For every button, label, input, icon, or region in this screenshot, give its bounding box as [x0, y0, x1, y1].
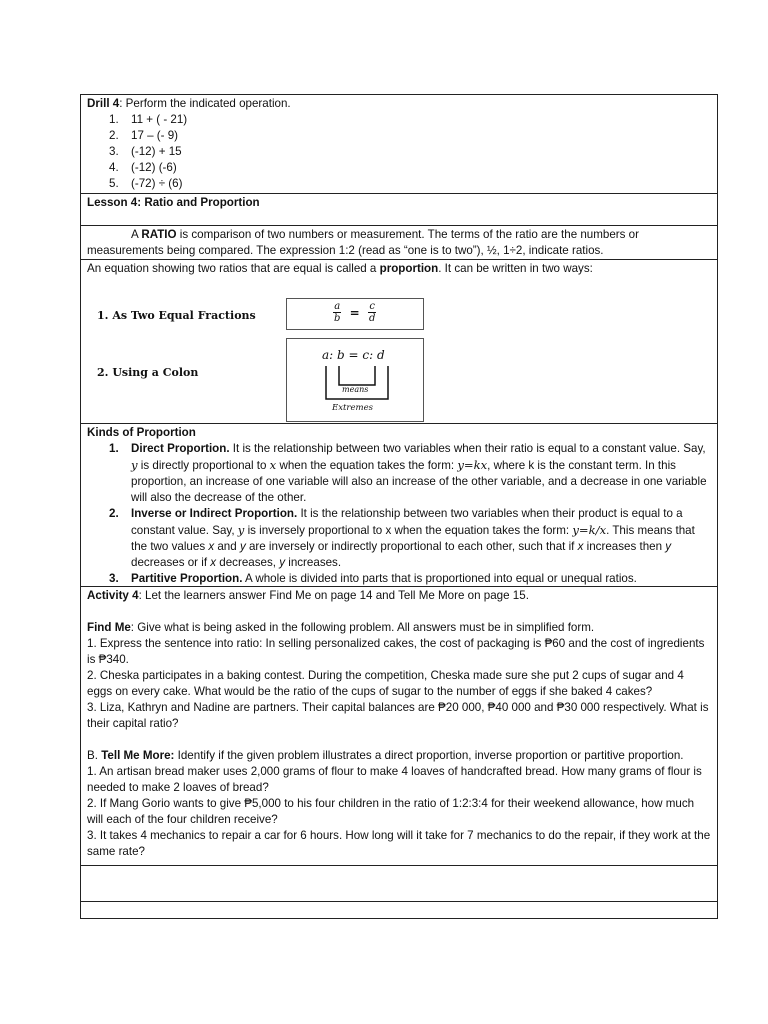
empty-row — [81, 902, 717, 919]
item-number: 5. — [109, 177, 119, 190]
math-variable: y — [239, 540, 246, 553]
proportion-pre: An equation showing two ratios that are equal is called a — [87, 262, 380, 275]
way2-label: 2. Using a Colon — [97, 366, 199, 379]
math-variable: x — [577, 540, 584, 553]
findme-heading — [87, 620, 711, 636]
means-label: means — [342, 385, 369, 394]
item-number: 1. — [109, 113, 119, 126]
tellme-heading — [87, 748, 711, 764]
kind-text: increases. — [285, 556, 342, 569]
fraction-denominator: d — [368, 313, 376, 324]
fraction-denominator: b — [334, 313, 341, 324]
kinds-section — [81, 424, 717, 587]
item-text: (-12) + 15 — [131, 145, 182, 158]
item-number: 3. — [109, 145, 119, 158]
item-text: (-12) (-6) — [131, 161, 177, 174]
math-variable: y — [131, 458, 138, 472]
activity-section — [81, 587, 717, 866]
math-variable: x — [210, 556, 217, 569]
spacer — [87, 732, 711, 748]
list-item — [87, 144, 711, 160]
item-number: 3. — [109, 572, 119, 585]
ratio-section — [81, 226, 717, 260]
extremes-label: Extremes — [332, 403, 373, 413]
math-variable: x — [269, 458, 277, 472]
item-number: 1. — [109, 442, 119, 455]
findme-instruction: : Give what is being asked in the following problem. All answers must be in simplified form. — [130, 621, 595, 634]
findme-title: Find Me — [87, 621, 131, 634]
math-variable: y — [279, 556, 286, 569]
kind-term: Direct Proportion. — [131, 442, 230, 455]
drill-heading — [87, 96, 711, 112]
kind-text: increases then — [583, 540, 666, 553]
proportion-section — [81, 260, 717, 424]
proportion-paragraph — [87, 261, 711, 277]
item-text: 17 – (- 9) — [131, 129, 179, 142]
kind-text: It is the relationship between two variables when their ratio is equal to a constant value. Say, — [229, 442, 706, 455]
empty-row — [81, 866, 717, 902]
kind-term: Inverse or Indirect Proportion. — [131, 507, 298, 520]
proportion-post: . It can be written in two ways: — [438, 262, 593, 275]
list-item — [87, 441, 711, 506]
list-item: 3. Liza, Kathryn and Nadine are partners. Their capital balances are ₱20 000, ₱40 000 and ₱30 000 respectively. What is their capital ratio? — [87, 701, 709, 730]
kind-text: are inversely or indirectly proportional to each other, such that if — [245, 540, 578, 553]
math-variable: y — [665, 540, 672, 553]
list-item — [87, 571, 711, 587]
drill-instruction: : Perform the indicated operation. — [119, 97, 291, 110]
kind-text: decreases, — [216, 556, 280, 569]
kind-text: decreases or if — [131, 556, 211, 569]
way1-label: 1. As Two Equal Fractions — [97, 309, 256, 322]
fraction-a-over-b — [333, 301, 341, 324]
kind-text: , where k is the constant term. In this proportion, an increase of one variable will also an increase of the other variable, and a decrease in one variable will also the decrease of the other. — [131, 459, 707, 504]
kinds-list — [87, 441, 711, 587]
list-item — [87, 160, 711, 176]
tellme-instruction: Identify if the given problem illustrates a direct proportion, inverse proportion or partitive proportion. — [174, 749, 684, 762]
activity-title: Activity 4 — [87, 589, 139, 602]
tellme-title: Tell Me More: — [101, 749, 175, 762]
kind-text: It is the relationship between two variables when their product is equal to a constant value. Say, — [131, 507, 683, 537]
kind-text: when the equation takes the form: — [276, 459, 458, 472]
item-text: 11 + ( - 21) — [131, 113, 188, 126]
list-item: 1. An artisan bread maker uses 2,000 grams of flour to make 4 loaves of handcrafted bread. How many grams of flour is needed to make 2 loaves of bread? — [87, 765, 702, 794]
item-number: 4. — [109, 161, 119, 174]
fraction-numerator: c — [369, 301, 375, 312]
math-equation: y=kx — [457, 458, 488, 472]
colon-equation: a: b = c: d — [322, 348, 385, 362]
ratio-paragraph — [87, 227, 711, 259]
math-variable: y — [237, 523, 245, 537]
list-item — [87, 506, 711, 571]
kind-text: A whole is divided into parts that is proportioned into equal or unequal ratios. — [242, 572, 637, 585]
fraction-numerator: a — [334, 301, 341, 312]
ratio-text: is comparison of two numbers or measurement. The terms of the ratio are the numbers or measurements being compared. The expression 1:2 (read as “one is to two”), ½, 1÷2, indicate ratios. — [87, 228, 639, 257]
ratio-term: RATIO — [141, 228, 177, 241]
list-item: 2. Cheska participates in a baking contest. During the competition, Cheska made sure she put 2 cups of sugar and 4 eggs on every cake. What would be the ratio of the cups of sugar to the number of eggs if she baked 4 cakes? — [87, 669, 684, 698]
activity-heading — [87, 588, 711, 604]
item-number: 2. — [109, 507, 119, 520]
spacer — [87, 604, 711, 620]
list-item: 1. Express the sentence into ratio: In selling personalized cakes, the cost of packaging is ₱60 and the cost of ingredients is ₱340. — [87, 637, 705, 666]
drill-section — [81, 95, 717, 194]
proportion-term: proportion — [379, 262, 439, 275]
worksheet-table — [80, 94, 718, 919]
colon-equation-box — [286, 338, 424, 422]
list-item — [87, 176, 711, 192]
list-item: 2. If Mang Gorio wants to give ₱5,000 to his four children in the ratio of 1:2:3:4 for their weekend allowance, how much will each of the four children receive? — [87, 797, 695, 826]
tellme-prefix: B. — [87, 749, 102, 762]
lesson-title-row — [81, 194, 717, 226]
fraction-equation — [333, 301, 376, 324]
fraction-c-over-d — [368, 301, 376, 324]
kind-term: Partitive Proportion. — [131, 572, 243, 585]
kind-text: . This means that the two values — [131, 524, 695, 553]
equals-sign: = — [349, 305, 360, 320]
drill-title: Drill 4 — [87, 97, 120, 110]
kind-text: is inversely proportional to x when the equation takes the form: — [244, 524, 573, 537]
item-number: 2. — [109, 129, 119, 142]
math-variable: x — [208, 540, 215, 553]
list-item — [87, 128, 711, 144]
drill-list — [87, 112, 711, 192]
kind-text: and — [214, 540, 240, 553]
fraction-equation-box — [286, 298, 424, 330]
math-equation: y=k/x — [572, 523, 607, 537]
ratio-pre: A — [131, 228, 142, 241]
kinds-title: Kinds of Proportion — [87, 426, 196, 439]
item-text: (-72) ÷ (6) — [131, 177, 183, 190]
activity-instruction: : Let the learners answer Find Me on page 14 and Tell Me More on page 15. — [138, 589, 529, 602]
lesson-title: Lesson 4: Ratio and Proportion — [87, 196, 260, 209]
list-item — [87, 112, 711, 128]
kind-text: is directly proportional to — [137, 459, 270, 472]
list-item: 3. It takes 4 mechanics to repair a car for 6 hours. How long will it take for 7 mechanics to do the repair, if they work at the same rate? — [87, 829, 711, 858]
